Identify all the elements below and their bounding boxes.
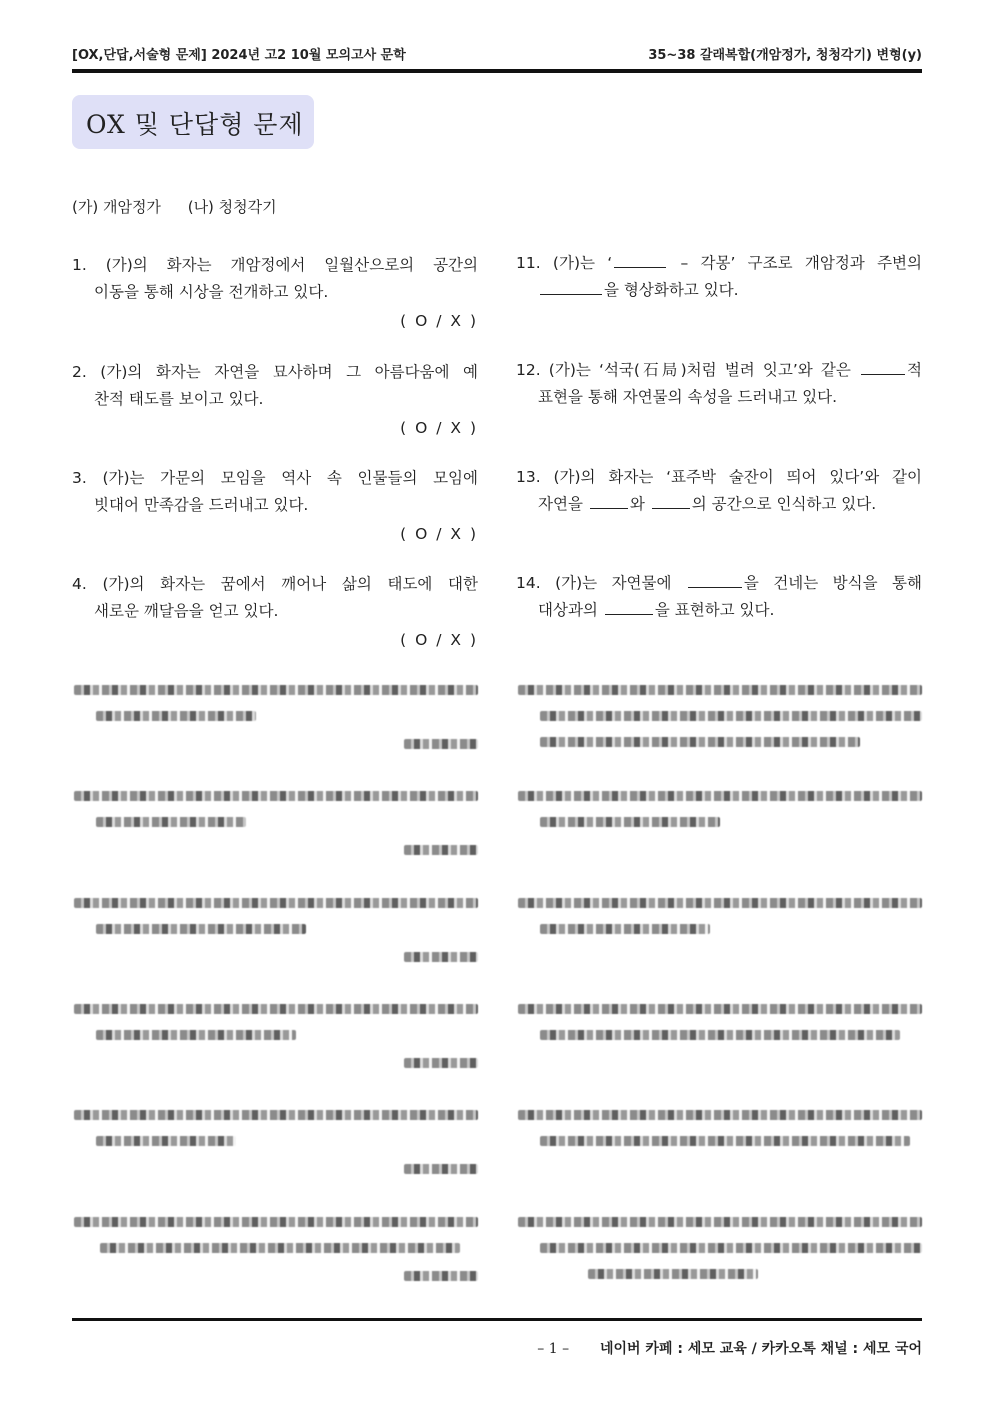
q-part: 을 건네는 방식을 통해	[743, 574, 922, 592]
q-part: 을 형상화하고 있다.	[604, 281, 739, 299]
obscured-line	[74, 791, 478, 801]
question-2	[72, 359, 478, 442]
obscured-line	[96, 924, 306, 934]
page-header	[72, 42, 922, 64]
question-text: 새로운 깨달음을 얻고 있다.	[94, 602, 279, 620]
question-13	[516, 464, 922, 518]
q-part: 자연을	[538, 495, 588, 513]
question-text: 빗대어 만족감을 드러내고 있다.	[94, 496, 309, 514]
q-part: 와	[629, 495, 650, 513]
obscured-line	[518, 1004, 922, 1014]
ox-choice: ( O / X )	[400, 631, 478, 649]
obscured-line	[96, 817, 246, 827]
obscured-line	[404, 952, 478, 962]
question-text	[516, 491, 922, 518]
question-1	[72, 252, 478, 335]
question-text	[516, 597, 922, 624]
obscured-line	[540, 711, 922, 721]
question-4	[72, 571, 478, 654]
q-part: 12. (가)는 ‘석국(石局)처럼 벌려 잇고’와 같은	[516, 361, 860, 379]
obscured-line	[518, 685, 922, 695]
section-title: OX 및 단답형 문제	[72, 95, 314, 149]
page-number: – 1 –	[537, 1341, 570, 1357]
q-part: 11. (가)는 ‘	[516, 254, 613, 272]
question-text: 이동을 통해 시상을 전개하고 있다.	[94, 283, 329, 301]
answer-blank	[590, 494, 628, 509]
obscured-line	[518, 1217, 922, 1227]
q-part: 14. (가)는 자연물에	[516, 574, 686, 592]
question-11	[516, 250, 922, 304]
question-3	[72, 465, 478, 548]
obscured-line	[74, 685, 478, 695]
obscured-line	[540, 924, 710, 934]
answer-blank	[614, 253, 666, 268]
question-text: 3. (가)는 가문의 모임을 역사 속 인물들의 모임에	[72, 469, 478, 487]
question-text: 13. (가)의 화자는 ‘표주박 술잔이 띄어 있다’와 같이	[516, 468, 922, 486]
obscured-line	[96, 1030, 296, 1040]
obscured-line	[540, 1136, 910, 1146]
q-part: 의 공간으로 인식하고 있다.	[691, 495, 877, 513]
question-text: 2. (가)의 화자는 자연을 묘사하며 그 아름다움에 예	[72, 363, 478, 381]
question-12	[516, 357, 922, 411]
q-part: 적	[907, 361, 922, 379]
footer-rule	[72, 1318, 922, 1321]
obscured-line	[540, 1243, 922, 1253]
question-text: 찬적 태도를 보이고 있다.	[94, 390, 264, 408]
q-part: 대상과의	[538, 601, 603, 619]
question-text	[516, 570, 922, 597]
answer-blank	[652, 494, 690, 509]
obscured-line	[404, 1164, 478, 1174]
ox-choice: ( O / X )	[400, 525, 478, 543]
answer-blank	[605, 600, 653, 615]
obscured-line	[74, 1217, 478, 1227]
q-part: 을 표현하고 있다.	[654, 601, 775, 619]
header-right: 35~38 갈래복합(개암정가, 청청각기) 변형(y)	[648, 48, 922, 63]
obscured-line	[74, 898, 478, 908]
obscured-line	[404, 1058, 478, 1068]
passage-list	[72, 196, 299, 217]
question-text: 표현을 통해 자연물의 속성을 드러내고 있다.	[538, 388, 838, 406]
obscured-line	[540, 737, 860, 747]
header-rule	[72, 69, 922, 73]
obscured-line	[100, 1243, 460, 1253]
header-left: [OX,단답,서술형 문제] 2024년 고2 10월 모의고사 문학	[72, 48, 406, 63]
obscured-line	[518, 898, 922, 908]
question-text	[516, 277, 922, 304]
obscured-line	[518, 1110, 922, 1120]
obscured-line	[518, 791, 922, 801]
question-text: 1. (가)의 화자는 개암정에서 일월산으로의 공간의	[72, 256, 478, 274]
passage-a: (가) 개암정가	[72, 198, 161, 216]
obscured-line	[588, 1269, 758, 1279]
obscured-line	[96, 711, 256, 721]
obscured-line	[404, 739, 478, 749]
answer-blank	[861, 360, 905, 375]
footer-text: 네이버 카페 : 세모 교육 / 카카오톡 채널 : 세모 국어	[599, 1341, 922, 1357]
passage-b: (나) 청청각기	[187, 198, 277, 216]
answer-blank	[688, 573, 742, 588]
obscured-line	[540, 817, 720, 827]
obscured-line	[404, 845, 478, 855]
answer-blank	[540, 280, 602, 295]
ox-choice: ( O / X )	[400, 419, 478, 437]
question-text	[516, 250, 922, 277]
obscured-line	[404, 1271, 478, 1281]
question-text: 4. (가)의 화자는 꿈에서 깨어나 삶의 태도에 대한	[72, 575, 478, 593]
obscured-line	[74, 1110, 478, 1120]
question-14	[516, 570, 922, 624]
obscured-line	[540, 1030, 900, 1040]
page-footer	[537, 1338, 922, 1358]
question-text	[516, 357, 922, 384]
obscured-line	[96, 1136, 236, 1146]
q-part: – 각몽’ 구조로 개암정과 주변의	[668, 254, 922, 272]
ox-choice: ( O / X )	[400, 312, 478, 330]
obscured-line	[74, 1004, 478, 1014]
